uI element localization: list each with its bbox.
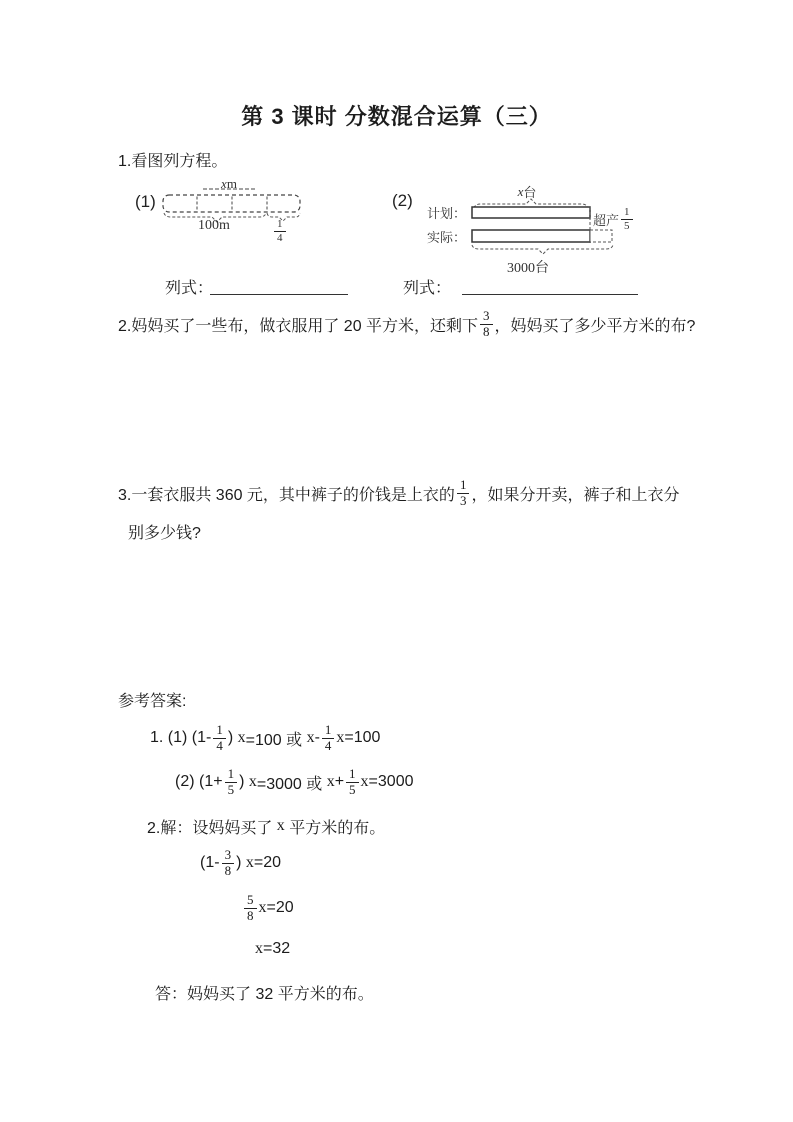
actual-bar <box>472 230 590 242</box>
page-title: 第 3 课时 分数混合运算（三） <box>241 104 552 129</box>
answer-2-step-1: (1- $\frac{3}{8}$ ) x =20 <box>200 846 281 878</box>
answer-2-step-2: $\frac{5}{8}$ x =20 <box>242 886 294 930</box>
fraction: $\frac{1}{5}$ <box>346 767 359 798</box>
question-2-text: 2.妈妈买了一些布，做衣服用了 20 平方米，还剩下 $\frac{3}{8}$ ，妈妈买了多少平方米的布? <box>118 307 696 339</box>
answers-header: 参考答案: <box>118 693 187 710</box>
diagram-1 <box>135 176 315 258</box>
diagram-1-fraction-label <box>272 218 288 244</box>
equation-blank-right-line <box>462 278 638 295</box>
diagram-1-index: (1) <box>135 192 156 211</box>
question-3-text-line-2: 别多少钱? <box>128 525 201 542</box>
fraction: $\frac{5}{8}$ <box>244 893 257 924</box>
diagram-1-total-label: x m <box>221 176 237 191</box>
diagram-2-plan-label: 计划： <box>427 206 467 221</box>
fraction: $\frac{1}{4}$ <box>213 723 226 754</box>
fraction: $\frac{1}{5}$ <box>225 767 238 798</box>
answer-1-equation-2: (2) (1+ $\frac{1}{5}$ ) x =3000 或 x + $\frac{1}{5}$ x =3000 <box>175 765 414 797</box>
actual-underbrace <box>472 245 613 254</box>
fraction: $\frac{1}{3}$ <box>457 478 470 509</box>
fraction: $\frac{1}{4}$ <box>322 723 335 754</box>
diagram-2-surplus-label: 超产 $\frac{1}{5}$ <box>593 204 635 234</box>
equation-blank-left-line <box>210 278 348 295</box>
answer-2-step-3: x =32 <box>255 940 291 957</box>
answer-1-equation-1: 1. (1) (1- $\frac{1}{4}$ ) x =100 或 x - $\frac{1}{4}$ x =100 <box>150 721 381 753</box>
answer-2-final-sentence: 答：妈妈买了 32 平方米的布。 <box>155 986 374 1003</box>
question-3-text-line-1: 3.一套衣服共 360 元，其中裤子的价钱是上衣的 $\frac{1}{3}$ ，如果分开卖，裤子和上衣分 <box>118 476 680 508</box>
fraction: $\frac{1}{4}$ <box>274 218 286 244</box>
plan-bar <box>472 207 590 218</box>
diagram-2-actual-amount-label: 3000台 <box>507 261 549 276</box>
question-1-prompt: 1.看图列方程。 <box>118 153 228 170</box>
fraction: $\frac{3}{8}$ <box>222 848 235 879</box>
answer-2-setup: 2.解：设妈妈买了 x 平方米的布。 <box>147 817 386 837</box>
diagram-2-actual-label: 实际： <box>427 230 467 245</box>
equation-blank-left-label: 列式： <box>165 280 214 297</box>
diagram-2-index: (2) <box>392 191 413 210</box>
diagram-2 <box>388 176 668 276</box>
diagram-2-plan-amount-label: x 台 <box>517 183 537 200</box>
diagram-1-part-label: 100m <box>198 218 230 233</box>
equation-blank-right-label: 列式： <box>403 280 452 297</box>
fraction: $\frac{1}{5}$ <box>621 206 633 232</box>
fraction: $\frac{3}{8}$ <box>480 309 493 340</box>
